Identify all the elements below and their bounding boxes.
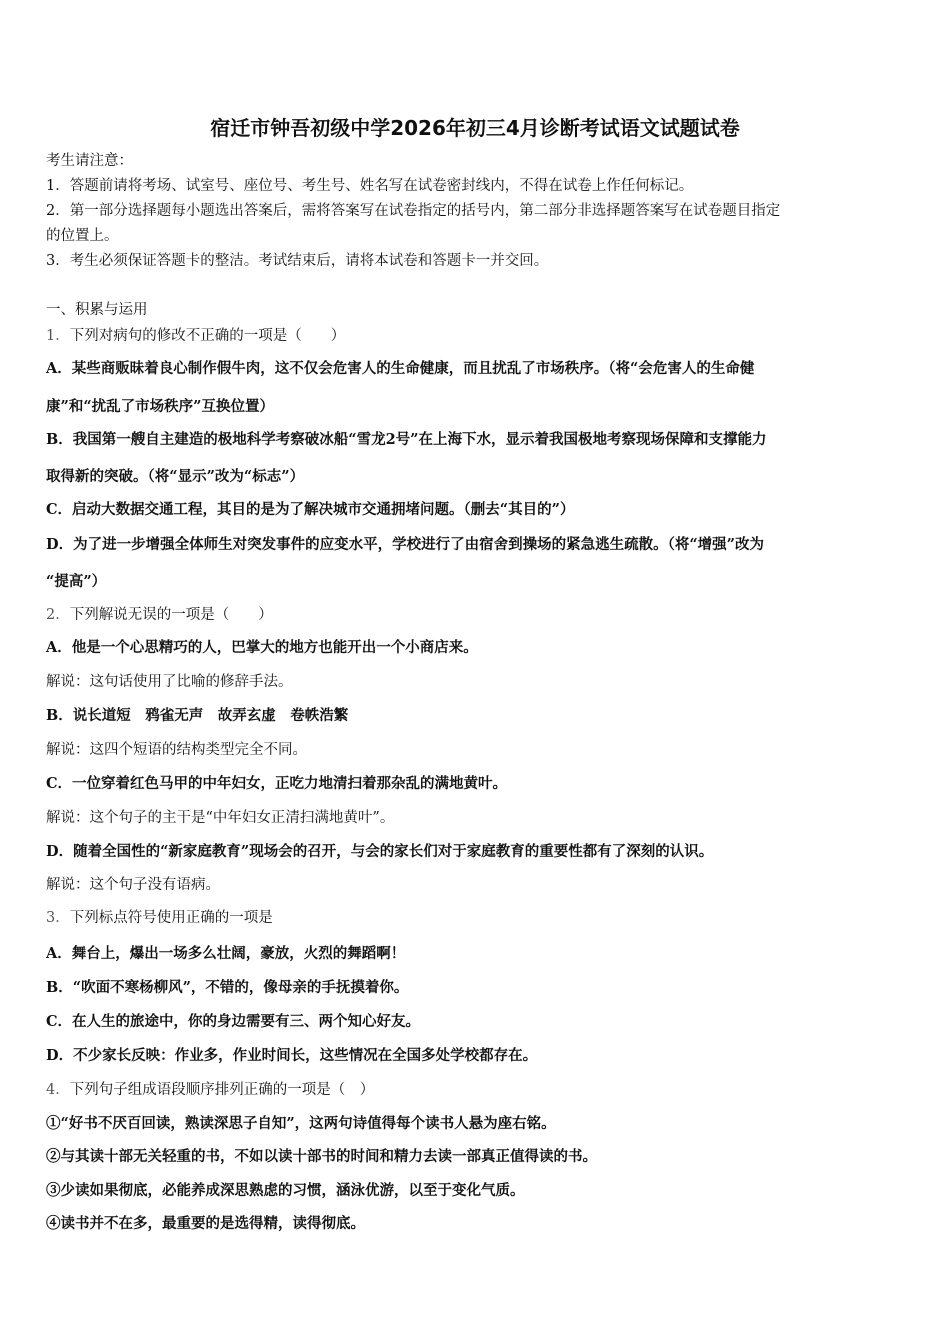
q3-option-a: A．舞台上，爆出一场多么壮阔，豪放，火烈的舞蹈啊！ — [46, 945, 406, 962]
q2-option-b: B．说长道短 鸦雀无声 故弄玄虚 卷帙浩繁 — [46, 707, 349, 724]
q3-option-d: D．不少家长反映：作业多，作业时间长，这些情况在全国多处学校都存在。 — [46, 1047, 538, 1064]
question-3 — [46, 908, 906, 928]
notice-item-1: 1．答题前请将考场、试室号、座位号、考生号、姓名写在试卷密封线内，不得在试卷上作任何标记。 — [46, 178, 694, 194]
q1-option-d-cont: “提高”） — [46, 573, 107, 590]
q1-option-a: A．某些商贩昧着良心制作假牛肉，这不仅会危害人的生命健康，而且扰乱了市场秩序。（将“会危害人的生命健 — [46, 360, 755, 377]
q4-sentence-4: ④读书并不在多，最重要的是选得精，读得彻底。 — [46, 1215, 365, 1232]
q4-sentence-3: ③少读如果彻底，必能养成深思熟虑的习惯，涵泳优游，以至于变化气质。 — [46, 1182, 525, 1199]
question-2 — [46, 605, 906, 625]
q2-option-a: A．他是一个心思精巧的人，巴掌大的地方也能开出一个小商店来。 — [46, 639, 478, 656]
notice-heading: 考生请注意： — [46, 153, 133, 169]
question-1 — [46, 326, 906, 346]
q2-option-d: D．随着全国性的“新家庭教育”现场会的召开，与会的家长们对于家庭教育的重要性都有了深刻的认识。 — [46, 843, 714, 860]
q2-option-c: C．一位穿着红色马甲的中年妇女，正吃力地清扫着那杂乱的满地黄叶。 — [46, 775, 508, 792]
q1-option-a-cont: 康”和“扰乱了市场秩序”互换位置） — [46, 398, 275, 415]
q3-option-c: C．在人生的旅途中，你的身边需要有三、两个知心好友。 — [46, 1013, 421, 1030]
notice-item-2-cont: 的位置上。 — [46, 228, 119, 244]
question-stem: 下列对病句的修改不正确的一项是（ ） — [69, 328, 346, 344]
page-title: 宿迁市钟吾初级中学2026年初三4月诊断考试语文试题试卷 — [210, 116, 740, 140]
question-stem: 下列句子组成语段顺序排列正确的一项是（ ） — [69, 1082, 375, 1098]
question-stem: 下列标点符号使用正确的一项是 — [69, 910, 273, 926]
q4-sentence-2: ②与其读十部无关轻重的书，不如以读十部书的时间和精力去读一部真正值得读的书。 — [46, 1148, 597, 1165]
question-number: 4． — [46, 1082, 70, 1098]
question-4 — [46, 1080, 906, 1100]
q2-option-d-note: 解说：这个句子没有语病。 — [46, 877, 220, 893]
section-heading: 一、积累与运用 — [46, 302, 148, 318]
notice-item-3: 3．考生必须保证答题卡的整洁。考试结束后，请将本试卷和答题卡一并交回。 — [46, 253, 549, 269]
q2-option-c-note: 解说：这个句子的主干是“中年妇女正清扫满地黄叶”。 — [46, 810, 395, 826]
q1-option-b-cont: 取得新的突破。（将“显示”改为“标志”） — [46, 468, 305, 485]
q2-option-a-note: 解说：这句话使用了比喻的修辞手法。 — [46, 674, 293, 690]
q3-option-b: B．“吹面不寒杨柳风”，不错的，像母亲的手抚摸着你。 — [46, 979, 409, 996]
question-number: 2． — [46, 607, 70, 623]
q4-sentence-1: ①“好书不厌百回读，熟读深思子自知”，这两句诗值得每个读书人悬为座右铭。 — [46, 1115, 556, 1132]
q1-option-b: B．我国第一艘自主建造的极地科学考察破冰船“雪龙2号”在上海下水，显示着我国极地考察现场保障和支撑能力 — [46, 431, 767, 448]
question-number: 3． — [46, 910, 70, 926]
question-number: 1． — [46, 328, 70, 344]
q1-option-d: D．为了进一步增强全体师生对突发事件的应变水平，学校进行了由宿舍到操场的紧急逃生疏散。（将“增强”改为 — [46, 536, 765, 553]
notice-item-2: 2．第一部分选择题每小题选出答案后，需将答案写在试卷指定的括号内，第二部分非选择题答案写在试卷题目指定 — [46, 203, 781, 219]
q2-option-b-note: 解说：这四个短语的结构类型完全不同。 — [46, 742, 307, 758]
question-stem: 下列解说无误的一项是（ ） — [69, 607, 273, 623]
q1-option-c: C．启动大数据交通工程，其目的是为了解决城市交通拥堵问题。（删去“其目的”） — [46, 501, 575, 518]
